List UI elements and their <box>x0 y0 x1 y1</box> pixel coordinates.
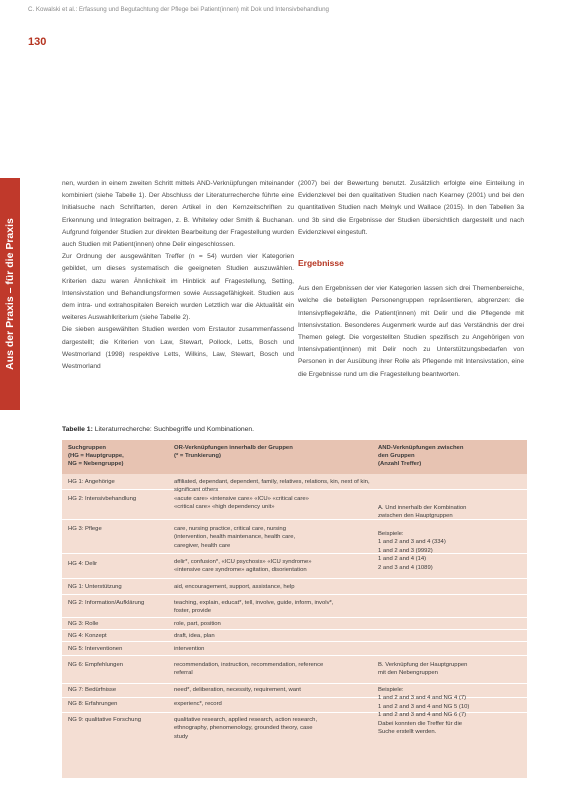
group-label: NG 9: qualitative Forschung <box>68 717 142 723</box>
header-or-links: OR-Verknüpfungen innerhalb der Gruppen (* = Trunkierung) <box>174 445 293 459</box>
header-search-groups: Suchgruppen (HG = Hauptgruppe, NG = Nebengruppe) <box>68 445 124 467</box>
group-label: HG 3: Pflege <box>68 526 102 532</box>
or-terms: intervention <box>174 646 205 652</box>
group-label: NG 2: Information/Aufklärung <box>68 600 145 606</box>
section-side-tab <box>0 178 20 410</box>
group-label: NG 1: Unterstützung <box>68 584 122 590</box>
table-caption-label: Tabelle 1: <box>62 426 93 433</box>
and-combination-a: A. Und innerhalb der Kombination zwischen den Hauptgruppen <box>378 505 467 520</box>
or-terms: care, nursing practice, critical care, nursing (intervention, health maintenance, health care, caregiver, health care <box>174 526 296 549</box>
header-and-links: AND-Verknüpfungen zwischen den Gruppen (Anzahl Treffer) <box>378 445 464 467</box>
table-caption <box>62 426 532 433</box>
body-paragraph: Die sieben ausgewählten Studien werden vom Erstautor zusammenfassend dargestellt; die Kriterien von Law, Stewart, Pollock, Letts, Bosch und Westmorland (1998) respektive Letts, Wilkins, Law, Stewart, Bosch und Westmorland <box>62 326 294 371</box>
group-label: NG 7: Bedürfnisse <box>68 687 117 693</box>
group-label: NG 8: Erfahrungen <box>68 701 118 707</box>
running-header: C. Kowalski et al.: Erfassung und Begutachtung der Pflege bei Patient(innen) mit Dok und Intensivbehandlung <box>28 6 329 13</box>
search-terms-table <box>62 440 527 778</box>
right-text-column <box>298 178 524 381</box>
or-terms: need*, deliberation, necessity, requirement, want <box>174 687 301 693</box>
group-label: HG 2: Intensivbehandlung <box>68 496 137 502</box>
or-terms: teaching, explain, educat*, tell, involve, guide, inform, involv*, foster, provide <box>174 600 334 615</box>
or-terms: «acute care» «intensive care» «ICU» «critical care» «critical care» «high dependency unit» <box>174 496 309 511</box>
group-label: HG 1: Angehörige <box>68 479 115 485</box>
or-terms: delir*, confusion*, «ICU psychosis» «ICU syndrome» «intensive care syndrome» agitation, disorientation <box>174 559 312 574</box>
or-terms: recommendation, instruction, recommendation, reference referral <box>174 662 324 677</box>
group-label: NG 4: Konzept <box>68 633 107 639</box>
and-combination-b: B. Verknüpfung der Hauptgruppen mit den Nebengruppen <box>378 662 468 677</box>
or-terms: experienc*, record <box>174 701 222 707</box>
left-text-column <box>62 178 294 373</box>
or-terms: aid, encouragement, support, assistance, help <box>174 584 295 590</box>
body-paragraph: Zur Ordnung der ausgewählten Treffer (n = 54) wurden vier Kategorien gebildet, um dieses systematisch die geeigneten Studien auszuwählen. Kriterien dazu waren Ähnlichkeit im Hinblick auf Fragestellung, Setting, Intensivstation und Behandlungsformen sowie Aussagefähigkeit. Studien aus dem intra- und extrahospitalen Bereich wurden Letztlich war die Aktualität ein weiteres Auswahlkriterium (siehe Tabelle 2). <box>62 253 294 322</box>
page-number: 130 <box>28 36 47 48</box>
group-label: NG 5: Interventionen <box>68 646 123 652</box>
or-terms: affiliated, dependant, dependent, family, relatives, relations, kin, next of kin, significant others <box>174 479 370 494</box>
or-terms: role, part, position <box>174 621 221 627</box>
or-terms: draft, idea, plan <box>174 633 215 639</box>
group-label: NG 6: Empfehlungen <box>68 662 124 668</box>
and-examples-a: Beispiele: 1 and 2 and 3 and 4 (334) 1 and 2 and 3 (9992) 1 and 2 and 4 (14) 2 and 3 and 4 (1089) <box>378 531 446 571</box>
body-paragraph: (2007) bei der Bewertung benutzt. Zusätzlich erfolgte eine Einteilung in Evidenzlevel bei den qualitativen Studien nach Kearney (2001) und bei den quantitativen Studien nach Melnyk und Wallace (2015). In den Tabellen 3a und 3b sind die Ergebnisse der Studien übersichtlich dargestellt und nach Evidenzlevel eingestuft. <box>298 180 524 236</box>
body-paragraph: Aus den Ergebnissen der vier Kategorien lassen sich drei Themenbereiche, welche die beteiligten Personengruppen repräsentieren, abgrenzen: die Intensivpflegekräfte, die Patient(innen) mit Delir und die Pflegende mit Intensivstation. Besonderes Augenmerk wurde auf das Verständnis der drei Themen gelegt. Die vorgestellten Studien spezifisch zu Angehörigen von Intensivpatient(innen) mit Delir noch zu Unterstützungsbedarfen von Personen in der Ausübung ihrer Rolle als Pflegende mit Intensivstation, eine die Ergebnisse rund um die Fragestellung beantworten. <box>298 285 524 378</box>
group-label: NG 3: Rolle <box>68 621 99 627</box>
side-tab-label: Aus der Praxis – für die Praxis <box>4 218 16 370</box>
section-heading: Ergebnisse <box>298 258 344 269</box>
group-label: HG 4: Delir <box>68 561 98 567</box>
body-paragraph: nen, wurden in einem zweiten Schritt mittels AND-Verknüpfungen miteinander kombiniert (siehe Tabelle 1). Der Abschluss der Literaturrecherche führte eine Initialsuche nach Schriftarten, deren Artikel in den Kernzeitschriften zu Erkennung und Integration beitragen, z. B. Whiteley oder Smith & Buchanan. Aufgrund folgender Studien zur direkten Bearbeitung der Fragestellung wurden auch Studien mit Patient(innen) ohne Delir eingeschlossen. <box>62 180 294 249</box>
or-terms: qualitative research, applied research, action research, ethnography, phenomenology, grounded theory, case study <box>174 717 318 740</box>
table-caption-text: Literaturrecherche: Suchbegriffe und Kombinationen. <box>94 426 255 433</box>
and-examples-b: Beispiele: 1 and 2 and 3 and 4 and NG 4 (7) 1 and 2 and 3 and 4 and NG 5 (10) 1 and 2 and 3 and 4 and NG 6 (7) Dabei konnten die Treffer für die Suche erstellt werden. <box>378 687 470 736</box>
